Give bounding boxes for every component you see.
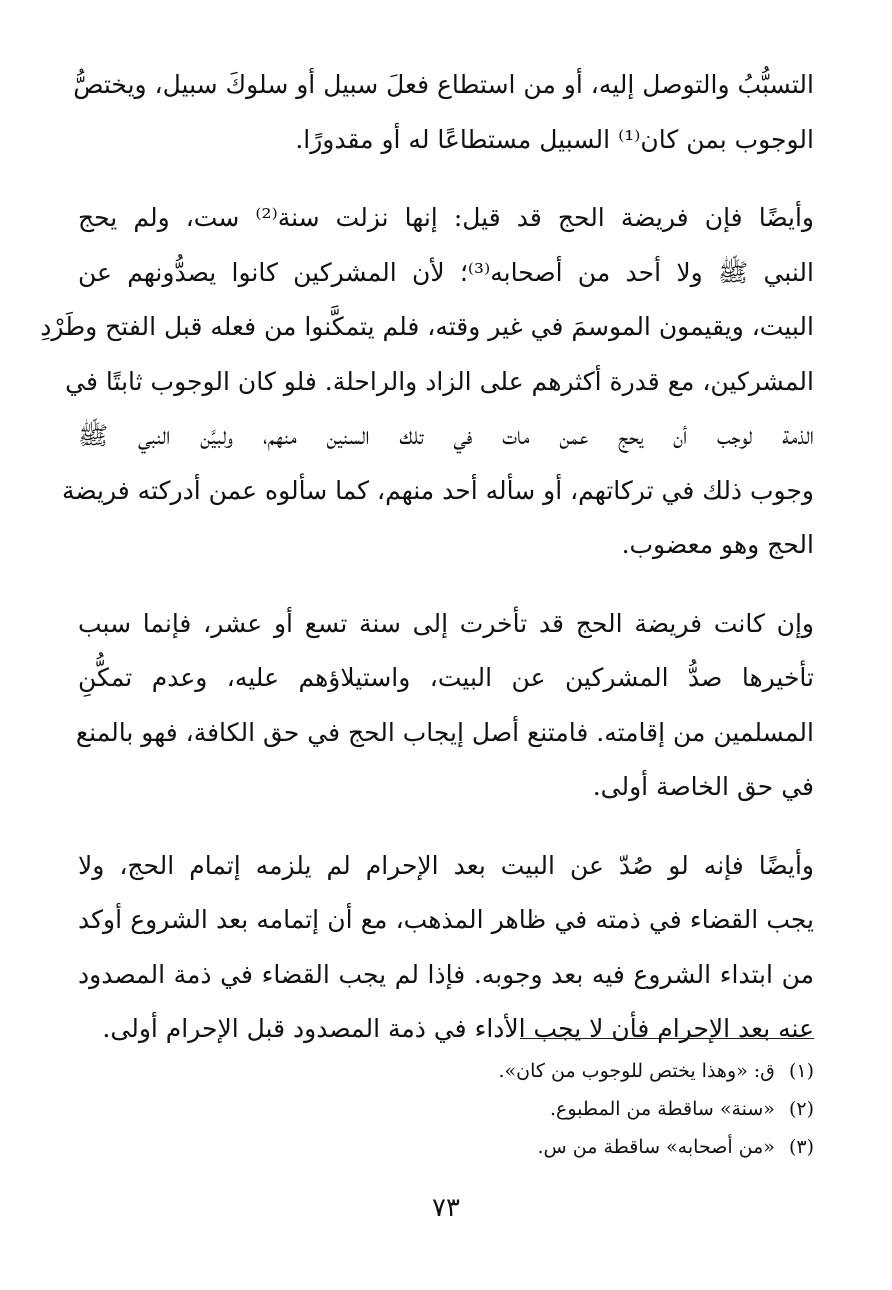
text-line: البيت، ويقيمون الموسمَ في غير وقته، فلم يتمكَّنوا من فعله قبل الفتح وطَرْدِ	[40, 312, 814, 341]
footnote-text: «من أصحابه» ساقطة من س.	[537, 1136, 775, 1158]
footnote-1	[78, 1052, 814, 1090]
footnote-text: ق: «وهذا يختص للوجوب من كان».	[498, 1060, 775, 1082]
text-line: المسلمين من إقامته. فامتنع أصل إيجاب الحج في حق الكافة، فهو بالمنع	[75, 717, 814, 747]
text-line: الذمة لوجب أن يحج عمن مات في تلك السنين منهم، ولبيَّن النبي ﷺ	[78, 421, 814, 450]
text-line: في حق الخاصة أولى.	[592, 772, 814, 801]
footnotes	[78, 1052, 814, 1166]
footnote-2	[78, 1090, 814, 1128]
text-line: الحج وهو معضوب.	[621, 530, 814, 559]
paragraph-1	[73, 58, 814, 167]
paragraph-4	[78, 839, 814, 1057]
footnote-number: (٣)	[788, 1136, 814, 1158]
text-line: وأيضًا فإن فريضة الحج قد قيل: إنها نزلت سنة⁽²⁾ ست، ولم يحج	[78, 203, 814, 232]
text-line: يجب القضاء في ذمته في ظاهر المذهب، مع أن إتمامه بعد الشروع أوكد	[78, 905, 814, 934]
text-line: التسبُّبُ والتوصل إليه، أو من استطاع فعلَ سبيل أو سلوكَ سبيل، ويختصُّ	[73, 70, 814, 99]
text-line: المشركين، مع قدرة أكثرهم على الزاد والراحلة. فلو كان الوجوب ثابتًا في	[65, 366, 814, 396]
footnote-text: «سنة» ساقطة من المطبوع.	[549, 1098, 775, 1120]
paragraph-2	[40, 191, 814, 573]
text-line: وإن كانت فريضة الحج قد تأخرت إلى سنة تسع أو عشر، فإنما سبب	[78, 608, 814, 638]
text-line: الوجوب بمن كان⁽¹⁾ السبيل مستطاعًا له أو مقدورًا.	[295, 124, 814, 154]
text-line: وأيضًا فإنه لو صُدّ عن البيت بعد الإحرام لم يلزمه إتمام الحج، ولا	[78, 850, 814, 880]
paragraph-3	[75, 597, 814, 815]
main-text	[40, 58, 814, 1057]
footnote-3	[78, 1128, 814, 1166]
text-line: وجوب ذلك في تركاتهم، أو سأله أحد منهم، كما سألوه عمن أدركته فريضة	[61, 475, 814, 505]
footnote-number: (٢)	[788, 1098, 814, 1120]
text-line: تأخيرها صدُّ المشركين عن البيت، واستيلاؤهم عليه، وعدم تمكُّنِ	[78, 663, 814, 692]
text-line: عنه بعد الإحرام فأن لا يجب الأداء في ذمة المصدود قبل الإحرام أولى.	[102, 1014, 814, 1043]
footnote-divider	[520, 1038, 814, 1039]
footnote-number: (١)	[788, 1060, 814, 1082]
page-number: ٧٣	[432, 1193, 460, 1223]
text-line: من ابتداء الشروع فيه بعد وجوبه. فإذا لم يجب القضاء في ذمة المصدود	[78, 959, 814, 989]
text-line: النبي ﷺ ولا أحد من أصحابه⁽³⁾؛ لأن المشركين كانوا يصدُّونهم عن	[78, 257, 814, 287]
